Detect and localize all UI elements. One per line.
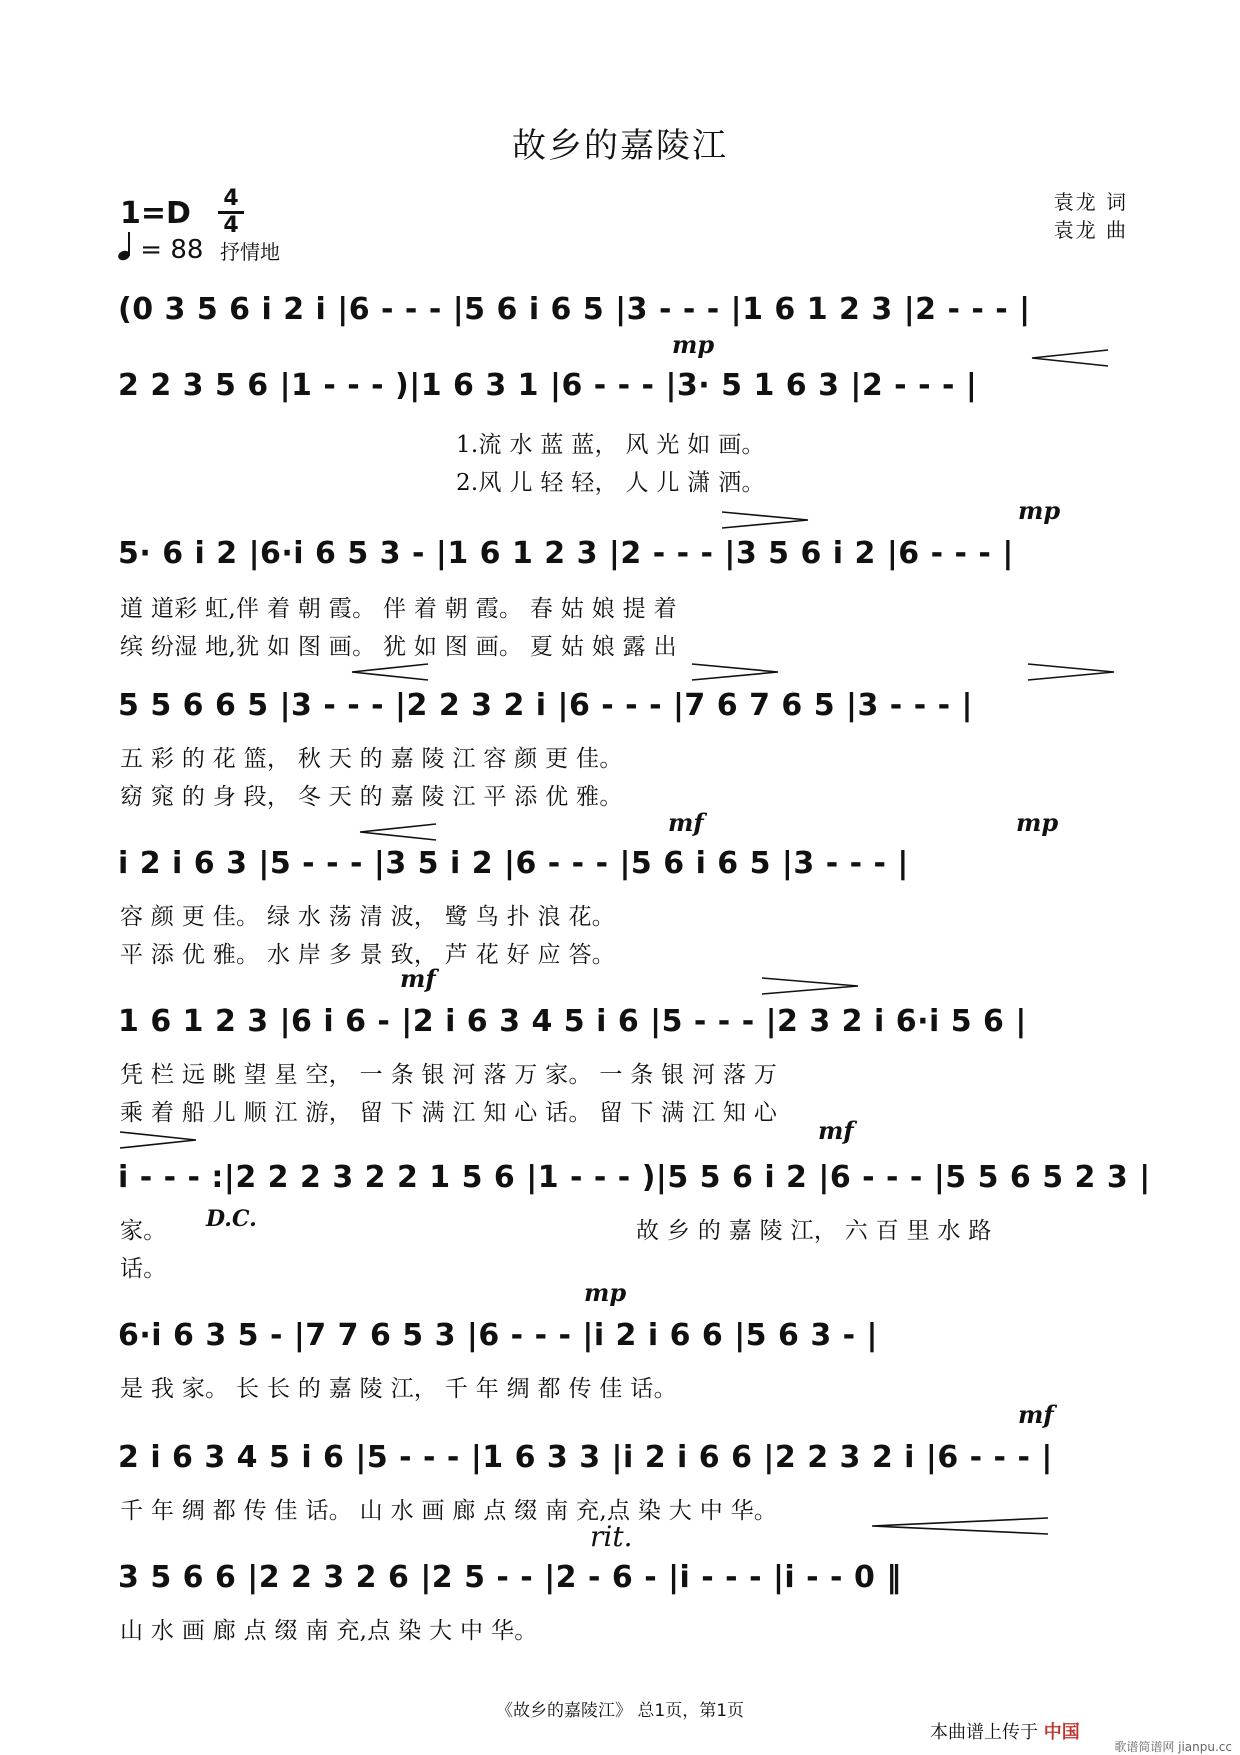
score-line-1: (0 3 5 6 i 2 i |6 - - - |5 6 i 6 5 |3 - - - |1 6 1 2 3 |2 - - - |	[118, 292, 1031, 327]
dynamic-mp: mp	[1018, 496, 1061, 525]
meter-bottom: 4	[223, 213, 239, 238]
dynamic-mp: mp	[1016, 808, 1059, 837]
lyrics-line-2-verse-2: 2.风 儿 轻 轻， 人 儿 潇 洒。	[456, 470, 765, 496]
upload-credit	[930, 1718, 1080, 1744]
dynamic-mf: mf	[818, 1116, 854, 1145]
crescendo-hairpin	[350, 662, 430, 682]
decrescendo-hairpin	[690, 662, 780, 682]
lyrics-line-6-verse-2: 乘 着 船 儿 顺 江 游， 留 下 满 江 知 心 话。 留 下 满 江 知 心	[120, 1100, 778, 1126]
quarter-note-icon	[118, 232, 132, 262]
score-line-5: i 2 i 6 3 |5 - - - |3 5 i 2 |6 - - - |5 6 i 6 5 |3 - - - |	[118, 846, 909, 881]
score-line-2: 2 2 3 5 6 |1 - - - )|1 6 3 1 |6 - - - |3· 5 1 6 3 |2 - - - |	[118, 368, 978, 403]
lyrics-line-10: 山 水 画 廊 点 缀 南 充,点 染 大 中 华。	[120, 1618, 538, 1644]
score-line-7: i - - - :|2 2 2 3 2 2 1 5 6 |1 - - - )|5 5 6 i 2 |6 - - - |5 5 6 5 2 3 |	[118, 1160, 1151, 1195]
lyrics-line-7-verse-2: 话。	[120, 1256, 167, 1282]
lyrics-line-2-verse-1: 1.流 水 蓝 蓝， 风 光 如 画。	[456, 432, 765, 458]
score-line-9: 2 i 6 3 4 5 i 6 |5 - - - |1 6 3 3 |i 2 i 6 6 |2 2 3 2 i |6 - - - |	[118, 1440, 1053, 1475]
crescendo-hairpin	[870, 1516, 1050, 1536]
dynamic-mf: mf	[400, 964, 436, 993]
page-title: 故乡的嘉陵江	[512, 126, 728, 166]
composer-credit: 袁龙 曲	[1053, 218, 1128, 242]
score-line-10: 3 5 6 6 |2 2 3 2 6 |2 5 - - |2 - 6 - |i - - - |i - - 0 ‖	[118, 1560, 902, 1595]
score-line-4: 5 5 6 6 5 |3 - - - |2 2 3 2 i |6 - - - |7 6 7 6 5 |3 - - - |	[118, 688, 973, 723]
tempo-marking	[118, 232, 203, 265]
lyrics-line-9: 千 年 绸 都 传 佳 话。 山 水 画 廊 点 缀 南 充,点 染 大 中 华。	[120, 1498, 778, 1524]
score-line-6: 1 6 1 2 3 |6 i 6 - |2 i 6 3 4 5 i 6 |5 - - - |2 3 2 i 6·i 5 6 |	[118, 1004, 1027, 1039]
crescendo-hairpin	[1030, 348, 1110, 368]
dynamic-mp: mp	[672, 330, 715, 359]
meter-top: 4	[223, 186, 239, 211]
lyrics-line-5-verse-1: 容 颜 更 佳。 绿 水 荡 清 波， 鹭 鸟 扑 浪 花。	[120, 904, 616, 930]
lyrics-line-6-verse-1: 凭 栏 远 眺 望 星 空， 一 条 银 河 落 万 家。 一 条 银 河 落 万	[120, 1062, 778, 1088]
lyrics-line-7-refrain: 故 乡 的 嘉 陵 江， 六 百 里 水 路	[636, 1218, 992, 1244]
watermark: 歌谱简谱网 jianpu.cc	[1114, 1740, 1232, 1754]
lyrics-line-8: 是 我 家。 长 长 的 嘉 陵 江， 千 年 绸 都 传 佳 话。	[120, 1376, 677, 1402]
dynamic-mf: mf	[1018, 1400, 1054, 1429]
decrescendo-hairpin	[760, 976, 860, 996]
key-signature: 1=D	[120, 196, 191, 231]
lyrics-line-4-verse-1: 五 彩 的 花 篮， 秋 天 的 嘉 陵 江 容 颜 更 佳。	[120, 746, 623, 772]
decrescendo-hairpin	[1026, 662, 1116, 682]
expression-marking: 抒情地	[220, 240, 280, 264]
lyrics-line-4-verse-2: 窈 窕 的 身 段， 冬 天 的 嘉 陵 江 平 添 优 雅。	[120, 784, 623, 810]
lyrics-line-5-verse-2: 平 添 优 雅。 水 岸 多 景 致， 芦 花 好 应 答。	[120, 942, 616, 968]
crescendo-hairpin	[358, 822, 438, 842]
decrescendo-hairpin	[118, 1130, 198, 1150]
ritardando-marking: rit.	[590, 1520, 633, 1553]
score-line-8: 6·i 6 3 5 - |7 7 6 5 3 |6 - - - |i 2 i 6 6 |5 6 3 - |	[118, 1318, 878, 1353]
dc-marking: D.C.	[206, 1206, 257, 1232]
score-line-3: 5· 6 i 2 |6·i 6 5 3 - |1 6 1 2 3 |2 - - - |3 5 6 i 2 |6 - - - |	[118, 536, 1014, 571]
dynamic-mp: mp	[584, 1278, 627, 1307]
upload-label: 本曲谱上传于	[930, 1722, 1038, 1743]
page-footer: 《故乡的嘉陵江》 总1页，第1页	[495, 1701, 745, 1721]
lyrics-line-7-verse-1: 家。	[120, 1218, 167, 1244]
brand-logo: 中国	[1043, 1722, 1080, 1743]
lyrics-line-3-verse-2: 缤 纷湿 地,犹 如 图 画。 犹 如 图 画。 夏 姑 娘 露 出	[120, 634, 677, 660]
decrescendo-hairpin	[720, 510, 810, 530]
tempo-value: = 88	[140, 235, 204, 265]
dynamic-mf: mf	[668, 808, 704, 837]
time-signature	[218, 188, 244, 237]
lyricist-credit: 袁龙 词	[1053, 190, 1128, 214]
lyrics-line-3-verse-1: 道 道彩 虹,伴 着 朝 霞。 伴 着 朝 霞。 春 姑 娘 提 着	[120, 596, 677, 622]
